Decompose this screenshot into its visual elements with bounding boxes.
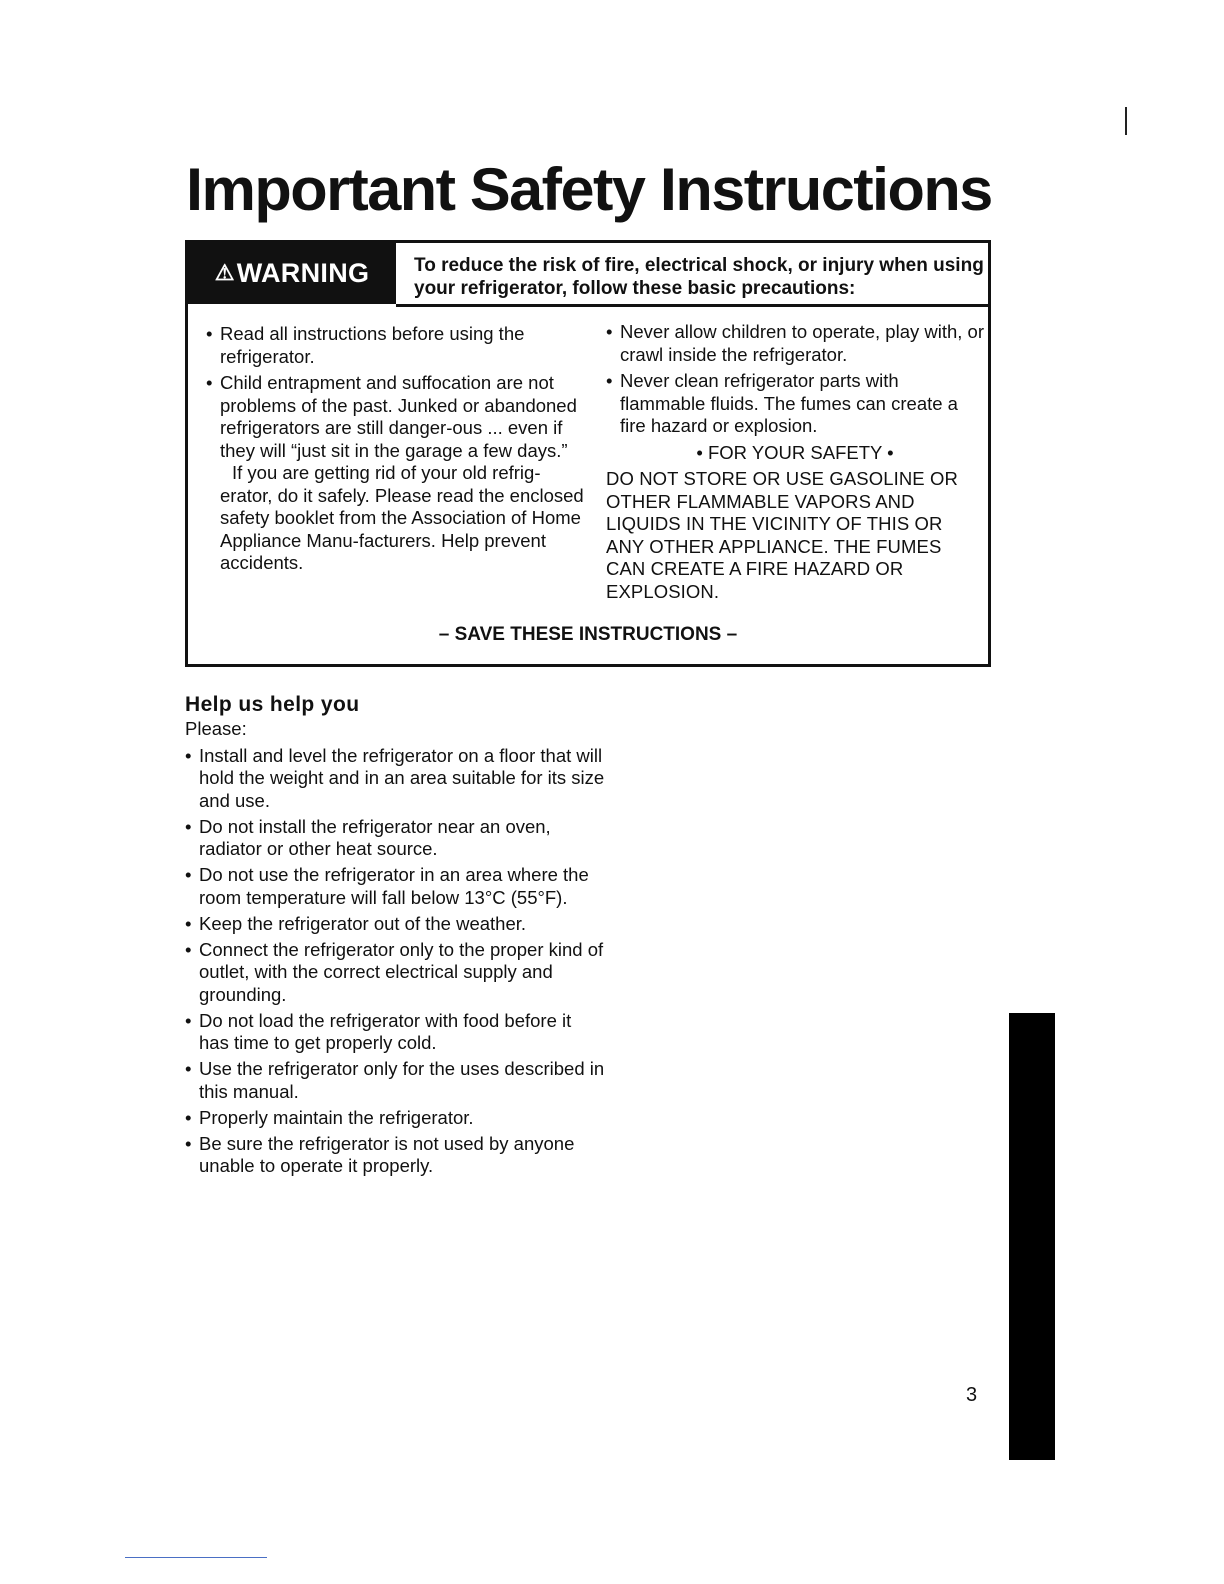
- help-intro: Please:: [185, 718, 247, 739]
- thumb-tab: [1009, 1013, 1055, 1460]
- list-item: • Install and level the refrigerator on a floor that will hold the weight and in an area suitable for its size and use.: [185, 745, 605, 813]
- help-section: [185, 692, 605, 1181]
- save-instructions: – SAVE THESE INSTRUCTIONS –: [438, 624, 738, 645]
- warning-message: To reduce the risk of fire, electrical shock, or injury when using your refrigerator, follow these basic precautions:: [414, 255, 984, 299]
- page-title: Important Safety Instructions: [186, 156, 992, 223]
- list-item: • Be sure the refrigerator is not used by anyone unable to operate it properly.: [185, 1133, 605, 1178]
- list-item: • Child entrapment and suffocation are not problems of the past. Junked or abandoned refrigerators are still danger-ous ... even if they will “just sit in the garage a few days.”: [206, 372, 586, 462]
- warning-label: [188, 243, 396, 304]
- warning-rule: [396, 304, 988, 307]
- bottom-rule: [125, 1557, 267, 1558]
- safety-heading: • FOR YOUR SAFETY •: [696, 441, 894, 463]
- list-item: • Do not install the refrigerator near an oven, radiator or other heat source.: [185, 816, 605, 861]
- list-item: • Do not load the refrigerator with food before it has time to get properly cold.: [185, 1010, 605, 1055]
- page-number: 3: [966, 1384, 978, 1406]
- warning-box: [185, 240, 991, 667]
- edge-mark: [1125, 107, 1127, 135]
- safety-text: DO NOT STORE OR USE GASOLINE OR OTHER FLAMMABLE VAPORS AND LIQUIDS IN THE VICINITY OF THIS OR ANY OTHER APPLIANCE. THE FUMES CAN CREATE A FIRE HAZARD OR EXPLOSION.: [606, 468, 958, 602]
- help-heading: Help us help you: [185, 693, 360, 716]
- list-item: • Never allow children to operate, play with, or crawl inside the refrigerator.: [606, 321, 984, 366]
- list-item: • Use the refrigerator only for the uses described in this manual.: [185, 1058, 605, 1103]
- right-column: [606, 321, 984, 603]
- continuation-paragraph: If you are getting rid of your old refrig-erator, do it safely. Please read the enclosed safety booklet from the Association of Home Appliance Manu-facturers. Help prevent accidents.: [220, 462, 584, 573]
- list-item: • Properly maintain the refrigerator.: [185, 1107, 605, 1130]
- warning-gap: [396, 243, 408, 304]
- warning-label-text: WARNING: [236, 258, 370, 288]
- list-item: • Never clean refrigerator parts with flammable fluids. The fumes can create a fire hazard or explosion.: [606, 370, 984, 438]
- left-column: [206, 323, 586, 575]
- list-item: • Keep the refrigerator out of the weather.: [185, 913, 605, 936]
- list-item: • Connect the refrigerator only to the proper kind of outlet, with the correct electrical supply and grounding.: [185, 939, 605, 1007]
- list-item: • Do not use the refrigerator in an area where the room temperature will fall below 13°C (55°F).: [185, 864, 605, 909]
- warning-triangle-icon: ⚠: [214, 259, 235, 285]
- help-list: [185, 745, 605, 1178]
- list-item: • Read all instructions before using the refrigerator.: [206, 323, 586, 368]
